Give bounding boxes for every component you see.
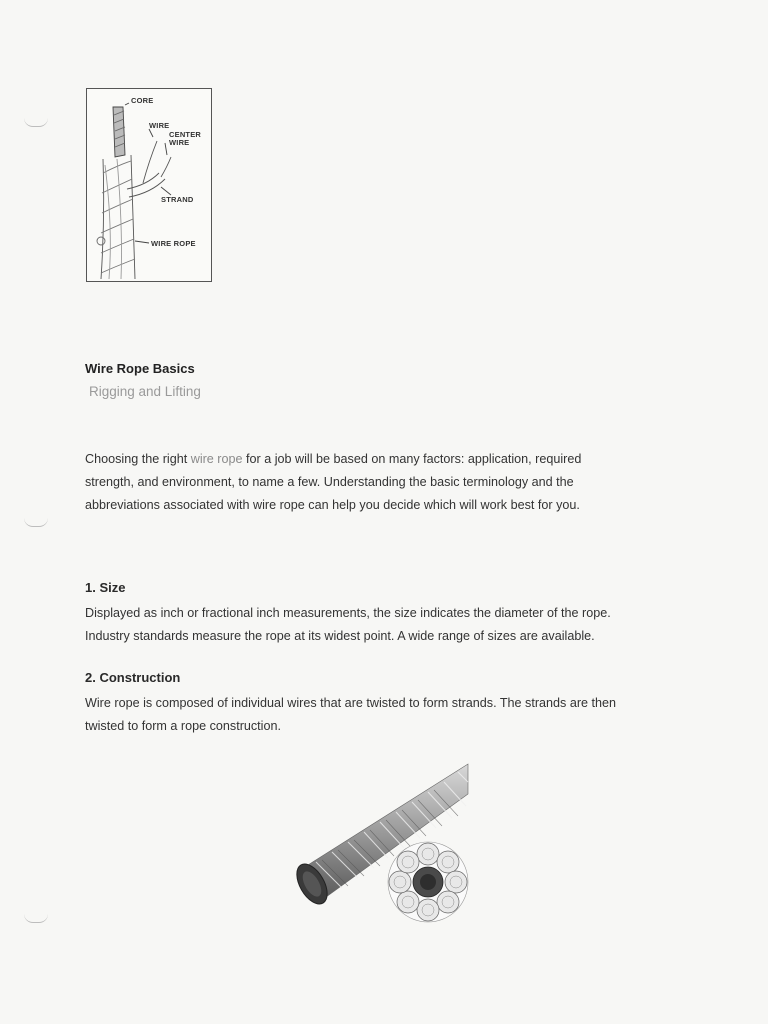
label-center-wire-1: CENTER xyxy=(169,130,202,139)
construction-line-2: twisted to form a rope construction. xyxy=(85,719,281,733)
intro-line-3: abbreviations associated with wire rope can help you decide which will work best for you. xyxy=(85,498,580,512)
section-body-construction xyxy=(85,692,685,738)
intro-line-1: Choosing the right wire rope for a job will be based on many factors: application, required xyxy=(85,452,582,466)
label-center-wire-2: WIRE xyxy=(169,138,190,147)
rope-construction-illustration xyxy=(292,758,474,930)
label-strand: STRAND xyxy=(161,195,194,204)
page-title: Wire Rope Basics xyxy=(85,361,195,376)
intro-paragraph xyxy=(85,448,685,517)
wire-rope-terminology-diagram xyxy=(86,88,212,282)
wire-rope-link[interactable]: wire rope xyxy=(190,452,243,466)
cross-section-icon xyxy=(388,842,468,922)
wire-rope-drawing xyxy=(87,89,213,283)
punch-mark-bottom xyxy=(24,914,48,923)
punch-mark-middle xyxy=(24,518,48,527)
section-body-size xyxy=(85,602,685,648)
intro-line-2: strength, and environment, to name a few. Understanding the basic terminology and the xyxy=(85,475,574,489)
punch-mark-top xyxy=(24,118,48,127)
size-line-2: Industry standards measure the rope at its widest point. A wide range of sizes are available. xyxy=(85,629,595,643)
construction-line-1: Wire rope is composed of individual wires that are twisted to form strands. The strands are then xyxy=(85,696,617,710)
label-wire: WIRE xyxy=(149,121,170,130)
size-line-1: Displayed as inch or fractional inch measurements, the size indicates the diameter of the rope. xyxy=(85,606,611,620)
section-heading-construction: 2. Construction xyxy=(85,670,181,685)
label-wire-rope: WIRE ROPE xyxy=(151,239,196,248)
label-core: CORE xyxy=(131,96,154,105)
page-subtitle: Rigging and Lifting xyxy=(89,384,201,399)
section-heading-size: 1. Size xyxy=(85,580,126,595)
